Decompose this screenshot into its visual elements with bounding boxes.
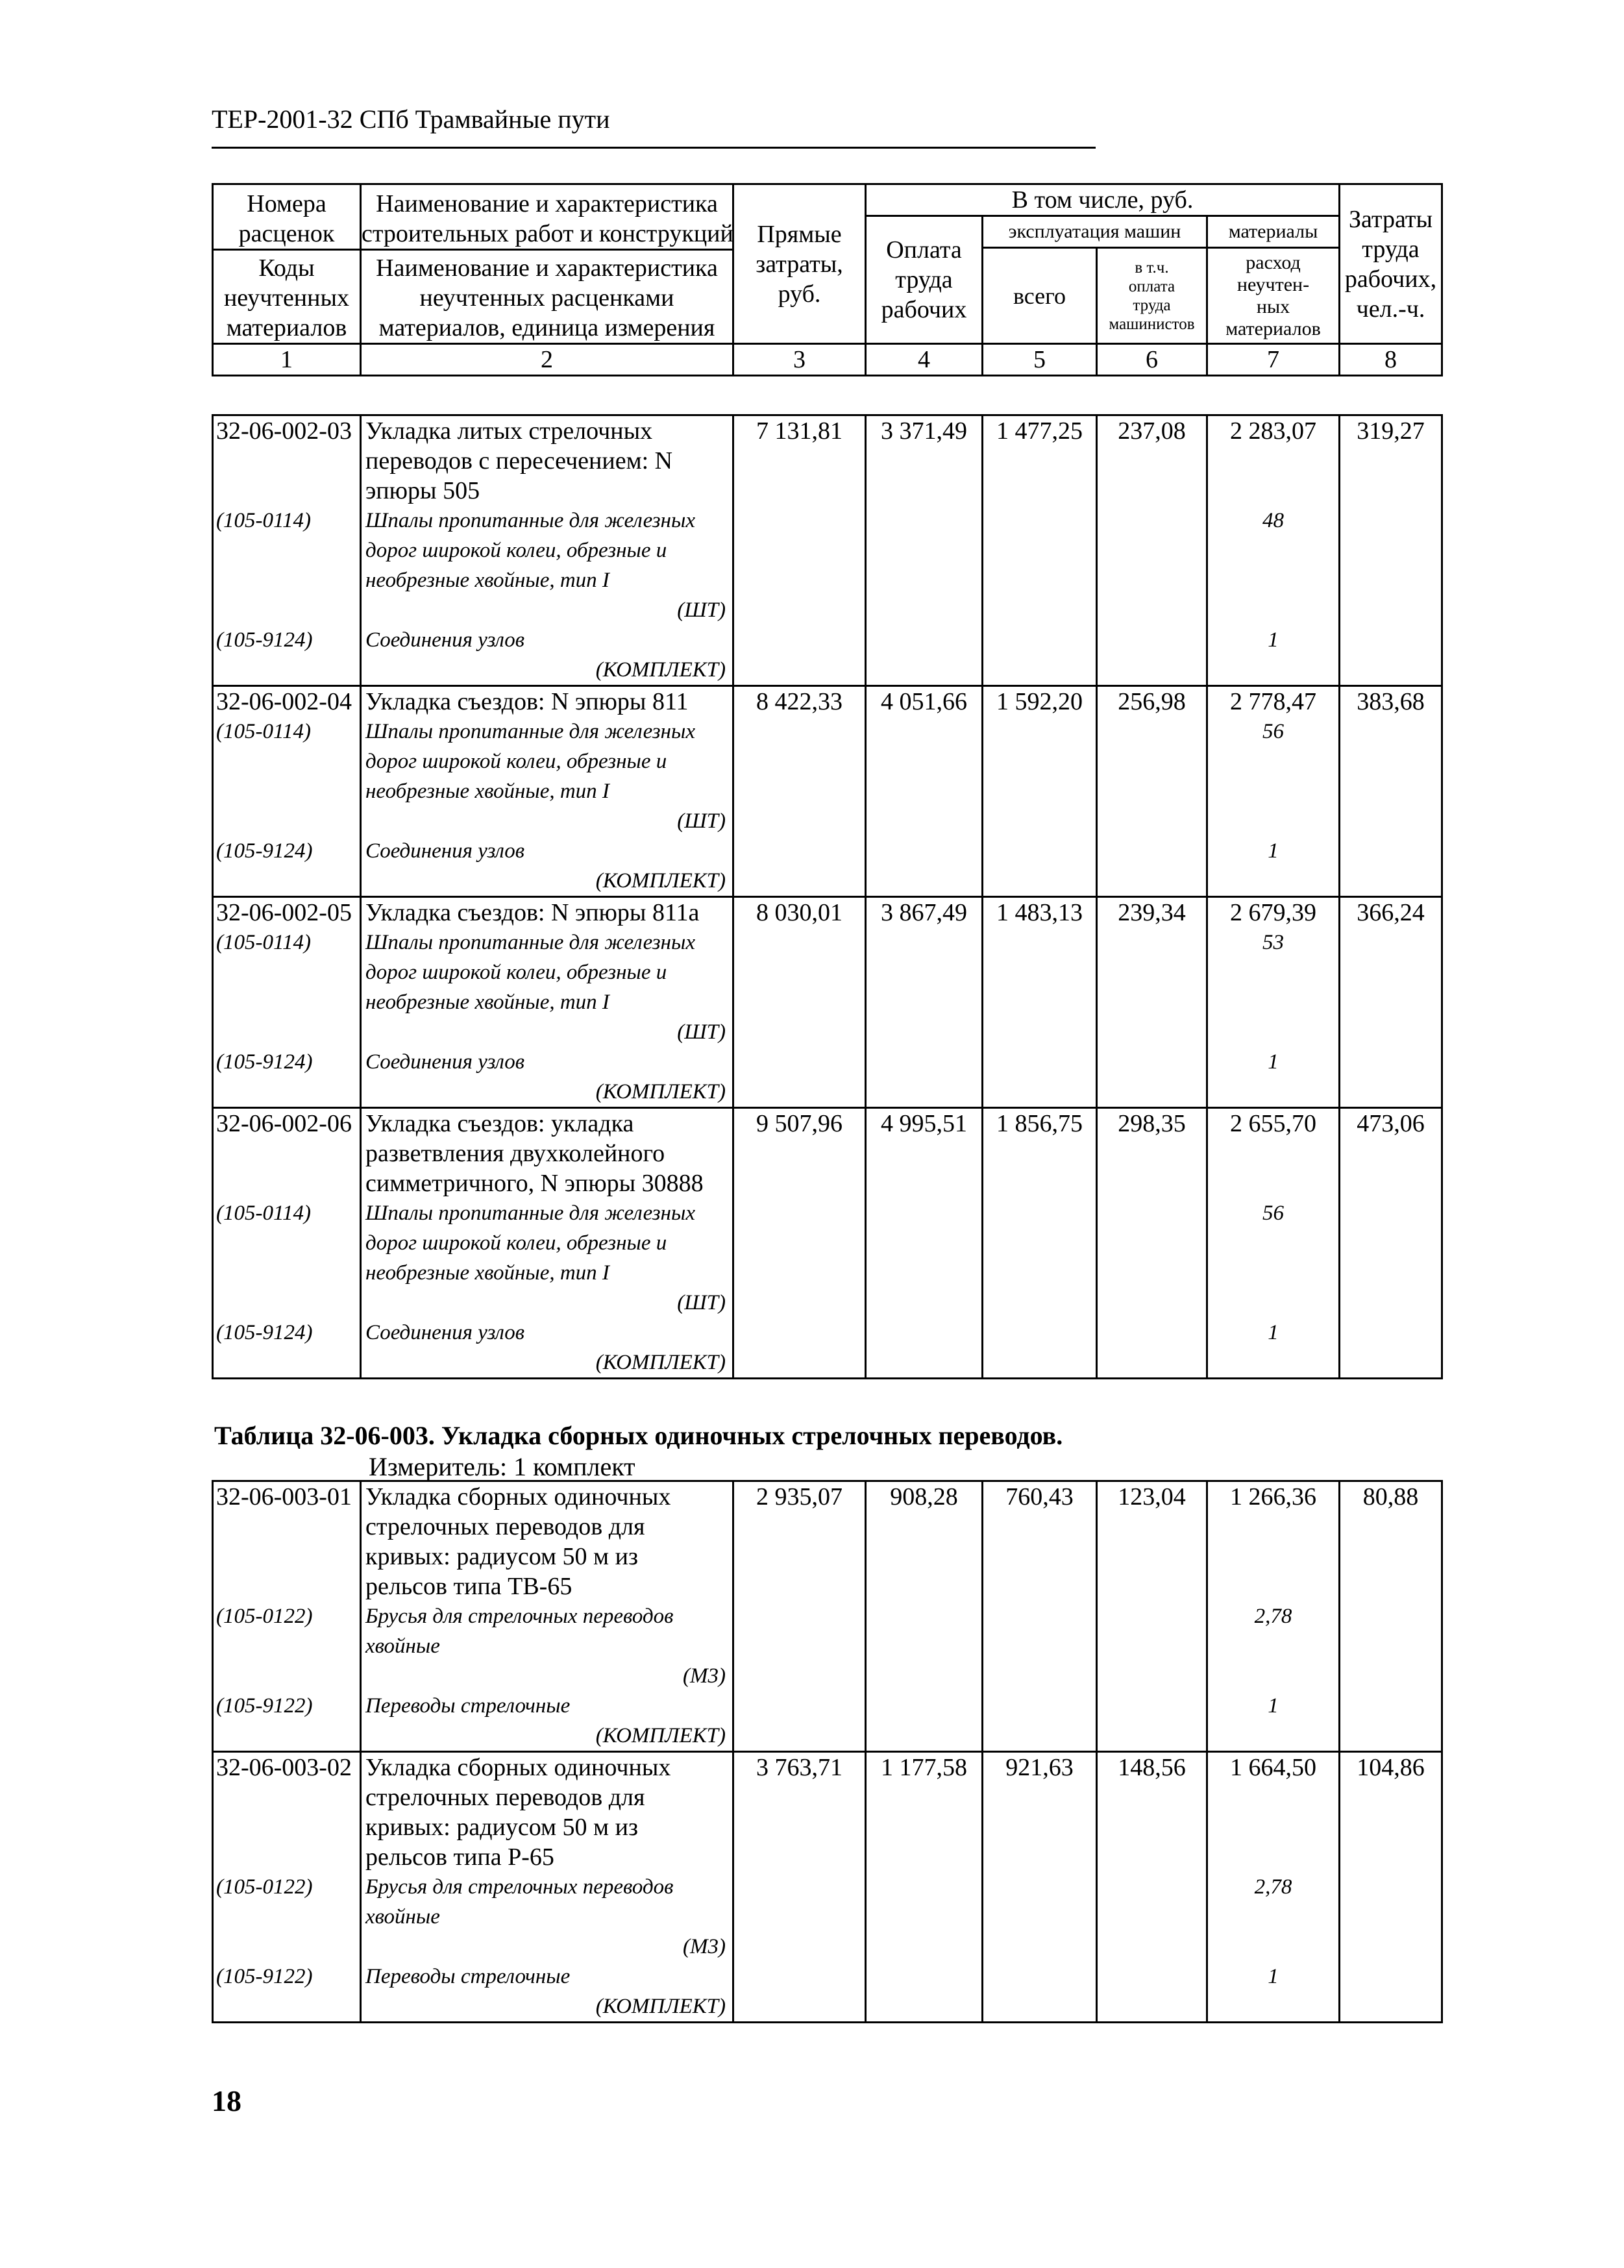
direct-costs-cell <box>733 897 866 1108</box>
material-unit: (КОМПЛЕКТ) <box>595 869 726 893</box>
rate-row <box>213 1481 1442 1752</box>
labor-pay: 1 177,58 <box>881 1754 967 1781</box>
direct-costs-cell <box>733 415 866 686</box>
header-name-top: Наименование и характеристика строительных работ и конструкций <box>361 184 733 250</box>
machinist-pay-cell <box>1097 1108 1207 1379</box>
direct-costs: 9 507,96 <box>756 1110 843 1137</box>
col-num-1: 1 <box>213 344 361 376</box>
rate-row <box>213 686 1442 897</box>
materials-cost: 1 266,36 <box>1230 1483 1316 1510</box>
direct-costs: 2 935,07 <box>756 1483 843 1510</box>
spacer <box>216 595 360 625</box>
spacer <box>1208 1631 1338 1661</box>
rate-name-cell <box>361 686 733 897</box>
machinist-pay: 123,04 <box>1118 1483 1186 1510</box>
material-code: (105-9124) <box>216 839 313 863</box>
rates-table-32-06-002 <box>212 414 1443 1379</box>
rate-name-cell <box>361 1108 733 1379</box>
col-num-4: 4 <box>866 344 983 376</box>
material-unit: (КОМПЛЕКТ) <box>595 1724 726 1747</box>
spacer <box>216 1572 360 1601</box>
labor-pay: 4 995,51 <box>881 1110 967 1137</box>
spacer <box>216 1661 360 1691</box>
machinist-pay-cell <box>1097 415 1207 686</box>
material-name-line: необрезные хвойные, тип I <box>365 1261 609 1285</box>
table-meter: Измеритель: 1 комплект <box>369 1452 635 1481</box>
spacer <box>216 1721 360 1751</box>
machinist-pay: 298,35 <box>1118 1110 1186 1137</box>
materials-cost: 2 778,47 <box>1230 688 1316 715</box>
direct-costs: 7 131,81 <box>756 417 843 445</box>
materials-cost: 2 283,07 <box>1230 417 1316 445</box>
rate-row <box>213 897 1442 1108</box>
spacer <box>1208 746 1338 776</box>
spacer <box>1208 806 1338 836</box>
material-name-line: Соединения узлов <box>365 1050 525 1074</box>
material-quantity: 53 <box>1262 931 1284 954</box>
header-codes-bottom: Коды неучтенных материалов <box>213 250 361 344</box>
labor-pay-cell <box>866 1481 983 1752</box>
material-unit: (М3) <box>683 1935 726 1958</box>
material-quantity: 1 <box>1268 1321 1279 1344</box>
materials-cell <box>1207 1481 1340 1752</box>
rate-name-cell <box>361 897 733 1108</box>
material-name-line: Соединения узлов <box>365 839 525 863</box>
labor-hours: 383,68 <box>1357 688 1425 715</box>
spacer <box>1208 987 1338 1017</box>
machines-total: 1 592,20 <box>996 688 1083 715</box>
work-name-line: рельсов типа Р-65 <box>365 1843 554 1871</box>
material-unit: (КОМПЛЕКТ) <box>595 1351 726 1374</box>
running-head: ТЕР-2001-32 СПб Трамвайные пути <box>212 105 610 134</box>
work-name-line: кривых: радиусом 50 м из <box>365 1814 638 1841</box>
material-name-line: хвойные <box>365 1634 440 1658</box>
spacer <box>1208 957 1338 987</box>
material-quantity: 48 <box>1262 509 1284 532</box>
material-code: (105-9122) <box>216 1694 313 1718</box>
rate-code-cell <box>213 1108 361 1379</box>
labor-hours-cell <box>1340 686 1442 897</box>
material-code: (105-0122) <box>216 1875 313 1899</box>
rate-name-cell <box>361 1481 733 1752</box>
col-num-5: 5 <box>983 344 1097 376</box>
direct-costs: 8 422,33 <box>756 688 843 715</box>
spacer <box>1208 1542 1338 1572</box>
labor-hours: 473,06 <box>1357 1110 1425 1137</box>
spacer <box>216 536 360 565</box>
labor-pay: 908,28 <box>890 1483 958 1510</box>
material-unit: (ШТ) <box>677 809 726 833</box>
rate-code: 32-06-003-01 <box>216 1483 352 1510</box>
rate-code-cell <box>213 1752 361 2023</box>
spacer <box>216 1932 360 1962</box>
work-name-line: Укладка сборных одиночных <box>365 1483 671 1510</box>
labor-hours-cell <box>1340 1752 1442 2023</box>
header-unaccounted-materials: расход неучтен- ных материалов <box>1207 248 1340 344</box>
labor-hours-cell <box>1340 1481 1442 1752</box>
labor-hours-cell <box>1340 897 1442 1108</box>
spacer <box>216 1991 360 2021</box>
materials-cell <box>1207 415 1340 686</box>
spacer <box>1208 1842 1338 1872</box>
material-name-line: Переводы стрелочные <box>365 1965 571 1988</box>
rate-name-cell <box>361 1752 733 2023</box>
work-name-line: Укладка съездов: N эпюры 811а <box>365 899 700 926</box>
materials-cost: 1 664,50 <box>1230 1754 1316 1781</box>
labor-pay: 4 051,66 <box>881 688 967 715</box>
material-code: (105-9124) <box>216 1321 313 1344</box>
work-name-line: Укладка съездов: укладка <box>365 1110 634 1137</box>
material-name-line: хвойные <box>365 1905 440 1929</box>
spacer <box>216 1139 360 1168</box>
spacer <box>216 776 360 806</box>
machinist-pay: 148,56 <box>1118 1754 1186 1781</box>
labor-pay-cell <box>866 1108 983 1379</box>
machines-total-cell <box>983 1481 1097 1752</box>
labor-hours-cell <box>1340 1108 1442 1379</box>
materials-cell <box>1207 1752 1340 2023</box>
machines-total-cell <box>983 415 1097 686</box>
spacer <box>216 1631 360 1661</box>
rates-table-32-06-003 <box>212 1480 1443 2023</box>
header-machinist-pay: в т.ч. оплата труда машинистов <box>1097 248 1207 344</box>
header-labor-hours: Затраты труда рабочих, чел.-ч. <box>1340 184 1442 344</box>
work-name-line: переводов с пересечением: N <box>365 447 673 475</box>
work-name-line: стрелочных переводов для <box>365 1784 645 1811</box>
machines-total: 1 856,75 <box>996 1110 1083 1137</box>
material-name-line: дорог широкой колеи, обрезные и <box>365 539 667 562</box>
materials-cell <box>1207 1108 1340 1379</box>
rate-name-cell <box>361 415 733 686</box>
materials-cell <box>1207 686 1340 897</box>
material-name-line: Соединения узлов <box>365 628 525 652</box>
page-number: 18 <box>212 2084 241 2117</box>
material-unit: (КОМПЛЕКТ) <box>595 1995 726 2018</box>
machinist-pay: 256,98 <box>1118 688 1186 715</box>
material-name-line: Переводы стрелочные <box>365 1694 571 1718</box>
material-quantity: 2,78 <box>1254 1605 1292 1628</box>
materials-cell <box>1207 897 1340 1108</box>
spacer <box>1208 476 1338 506</box>
material-name-line: дорог широкой колеи, обрезные и <box>365 1231 667 1255</box>
material-name-line: Шпалы пропитанные для железных <box>365 1202 696 1225</box>
material-unit: (ШТ) <box>677 1291 726 1314</box>
spacer <box>216 1288 360 1318</box>
table-caption: Таблица 32-06-003. Укладка сборных одиночных стрелочных переводов. <box>214 1421 1063 1450</box>
spacer <box>1208 1661 1338 1691</box>
col-num-2: 2 <box>361 344 733 376</box>
rate-row <box>213 415 1442 686</box>
material-quantity: 1 <box>1268 1050 1279 1074</box>
spacer <box>216 1902 360 1932</box>
material-name-line: необрезные хвойные, тип I <box>365 569 609 592</box>
spacer <box>216 476 360 506</box>
machines-total-cell <box>983 1108 1097 1379</box>
machinist-pay-cell <box>1097 1481 1207 1752</box>
spacer <box>216 1228 360 1258</box>
spacer <box>1208 1288 1338 1318</box>
spacer <box>1208 565 1338 595</box>
material-code: (105-0114) <box>216 509 312 532</box>
material-name-line: Шпалы пропитанные для железных <box>365 509 696 532</box>
work-name-line: кривых: радиусом 50 м из <box>365 1543 638 1570</box>
spacer <box>216 1842 360 1872</box>
direct-costs: 8 030,01 <box>756 899 843 926</box>
header-including: В том числе, руб. <box>866 184 1340 216</box>
material-unit: (ШТ) <box>677 1020 726 1044</box>
materials-cost: 2 655,70 <box>1230 1110 1316 1137</box>
spacer <box>216 1258 360 1288</box>
rate-row <box>213 1752 1442 2023</box>
col-num-3: 3 <box>733 344 866 376</box>
direct-costs-cell <box>733 1481 866 1752</box>
spacer <box>216 1168 360 1198</box>
spacer <box>1208 1228 1338 1258</box>
rate-code: 32-06-002-04 <box>216 688 352 715</box>
spacer <box>216 866 360 896</box>
material-name-line: необрезные хвойные, тип I <box>365 991 609 1014</box>
direct-costs-cell <box>733 1752 866 2023</box>
material-code: (105-0122) <box>216 1605 313 1628</box>
rate-code: 32-06-002-03 <box>216 417 352 445</box>
material-quantity: 1 <box>1268 628 1279 652</box>
header-machines-total: всего <box>983 248 1097 344</box>
material-quantity: 1 <box>1268 839 1279 863</box>
spacer <box>216 1077 360 1107</box>
work-name-line: Укладка съездов: N эпюры 811 <box>365 688 689 715</box>
spacer <box>216 1782 360 1812</box>
spacer <box>1208 446 1338 476</box>
spacer <box>216 565 360 595</box>
work-name-line: Укладка литых стрелочных <box>365 417 653 445</box>
machines-total-cell <box>983 686 1097 897</box>
material-unit: (ШТ) <box>677 598 726 622</box>
labor-pay: 3 867,49 <box>881 899 967 926</box>
rate-code-cell <box>213 415 361 686</box>
material-quantity: 1 <box>1268 1965 1279 1988</box>
labor-hours: 366,24 <box>1357 899 1425 926</box>
machinist-pay: 239,34 <box>1118 899 1186 926</box>
material-unit: (КОМПЛЕКТ) <box>595 1080 726 1103</box>
spacer <box>1208 1512 1338 1542</box>
spacer <box>1208 1572 1338 1601</box>
machines-total: 921,63 <box>1005 1754 1074 1781</box>
material-name-line: Соединения узлов <box>365 1321 525 1344</box>
machines-total-cell <box>983 897 1097 1108</box>
header-name-bottom: Наименование и характеристика неучтенных расценками материалов, единица измерения <box>361 250 733 344</box>
rate-code-cell <box>213 897 361 1108</box>
material-name-line: дорог широкой колеи, обрезные и <box>365 961 667 984</box>
header-labor-pay: Оплата труда рабочих <box>866 216 983 344</box>
work-name-line: симметричного, N эпюры 30888 <box>365 1170 704 1197</box>
direct-costs-cell <box>733 686 866 897</box>
material-code: (105-9124) <box>216 628 313 652</box>
rate-row <box>213 1108 1442 1379</box>
spacer <box>1208 776 1338 806</box>
material-name-line: необрезные хвойные, тип I <box>365 780 609 803</box>
labor-hours: 80,88 <box>1362 1483 1419 1510</box>
spacer <box>216 1812 360 1842</box>
spacer <box>216 655 360 685</box>
material-unit: (М3) <box>683 1664 726 1688</box>
direct-costs: 3 763,71 <box>756 1754 843 1781</box>
spacer <box>1208 1258 1338 1288</box>
labor-pay-cell <box>866 686 983 897</box>
spacer <box>216 806 360 836</box>
material-code: (105-0114) <box>216 720 312 743</box>
spacer <box>1208 1902 1338 1932</box>
rate-code-cell <box>213 1481 361 1752</box>
header-direct-costs: Прямые затраты, руб. <box>733 184 866 344</box>
material-code: (105-0114) <box>216 931 312 954</box>
header-codes-top: Номера расценок <box>213 184 361 250</box>
spacer <box>1208 1139 1338 1168</box>
spacer <box>1208 595 1338 625</box>
machinist-pay: 237,08 <box>1118 417 1186 445</box>
spacer <box>1208 1017 1338 1047</box>
material-name-line: Брусья для стрелочных переводов <box>365 1605 674 1628</box>
spacer <box>1208 1932 1338 1962</box>
spacer <box>216 1512 360 1542</box>
machinist-pay-cell <box>1097 686 1207 897</box>
material-quantity: 2,78 <box>1254 1875 1292 1899</box>
spacer <box>1208 1812 1338 1842</box>
spacer <box>1208 536 1338 565</box>
machines-total: 1 477,25 <box>996 417 1083 445</box>
spacer <box>1208 1782 1338 1812</box>
labor-pay: 3 371,49 <box>881 417 967 445</box>
rate-code: 32-06-003-02 <box>216 1754 352 1781</box>
work-name-line: стрелочных переводов для <box>365 1513 645 1540</box>
machines-total: 760,43 <box>1005 1483 1074 1510</box>
header-machines: эксплуатация машин <box>983 216 1207 248</box>
material-name-line: Брусья для стрелочных переводов <box>365 1875 674 1899</box>
rate-code-cell <box>213 686 361 897</box>
material-quantity: 1 <box>1268 1694 1279 1718</box>
col-num-6: 6 <box>1097 344 1207 376</box>
labor-pay-cell <box>866 415 983 686</box>
material-quantity: 56 <box>1262 1202 1284 1225</box>
material-unit: (КОМПЛЕКТ) <box>595 658 726 682</box>
material-name-line: дорог широкой колеи, обрезные и <box>365 750 667 773</box>
machines-total: 1 483,13 <box>996 899 1083 926</box>
column-header-table <box>212 183 1443 376</box>
material-code: (105-0114) <box>216 1202 312 1225</box>
material-name-line: Шпалы пропитанные для железных <box>365 720 696 743</box>
header-materials: материалы <box>1207 216 1340 248</box>
material-code: (105-9122) <box>216 1965 313 1988</box>
spacer <box>216 987 360 1017</box>
rate-code: 32-06-002-05 <box>216 899 352 926</box>
machines-total-cell <box>983 1752 1097 2023</box>
machinist-pay-cell <box>1097 897 1207 1108</box>
work-name-line: разветвления двухколейного <box>365 1140 665 1167</box>
material-code: (105-9124) <box>216 1050 313 1074</box>
labor-hours: 104,86 <box>1357 1754 1425 1781</box>
work-name-line: Укладка сборных одиночных <box>365 1754 671 1781</box>
spacer <box>216 1017 360 1047</box>
machinist-pay-cell <box>1097 1752 1207 2023</box>
spacer <box>1208 1168 1338 1198</box>
material-quantity: 56 <box>1262 720 1284 743</box>
work-name-line: эпюры 505 <box>365 477 480 504</box>
col-num-7: 7 <box>1207 344 1340 376</box>
spacer <box>216 446 360 476</box>
spacer <box>216 957 360 987</box>
spacer <box>216 1348 360 1377</box>
direct-costs-cell <box>733 1108 866 1379</box>
materials-cost: 2 679,39 <box>1230 899 1316 926</box>
spacer <box>216 1542 360 1572</box>
work-name-line: рельсов типа ТВ-65 <box>365 1573 572 1600</box>
col-num-8: 8 <box>1340 344 1442 376</box>
header-rule <box>212 147 1096 149</box>
labor-hours: 319,27 <box>1357 417 1425 445</box>
labor-pay-cell <box>866 897 983 1108</box>
spacer <box>216 746 360 776</box>
rate-code: 32-06-002-06 <box>216 1110 352 1137</box>
labor-pay-cell <box>866 1752 983 2023</box>
material-name-line: Шпалы пропитанные для железных <box>365 931 696 954</box>
labor-hours-cell <box>1340 415 1442 686</box>
